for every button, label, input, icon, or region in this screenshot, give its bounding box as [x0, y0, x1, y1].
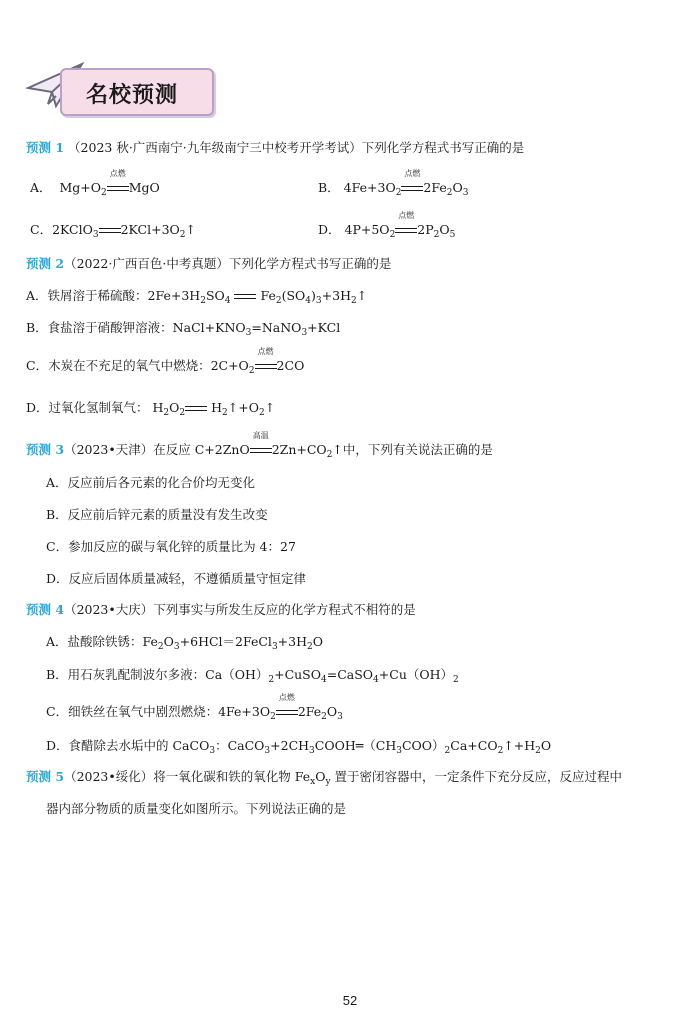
- page-number: 52: [342, 993, 358, 1008]
- question-4-option-a: A．盐酸除铁锈：$Fe_2O_3+6HCl=2FeCl_3+3H_2O$: [46, 634, 323, 652]
- question-4-option-c: C．细铁丝在氧气中剧烈燃烧：$4Fe+3O_2$ 点燃 $2Fe_2O_3$: [46, 693, 343, 722]
- question-2-option-d: D．过氧化氢制氧气： $H_2O_2$ $H_2↑+O_2↑$: [26, 400, 276, 418]
- question-3-option-b: B．反应前后锌元素的质量没有发生改变: [46, 507, 268, 522]
- question-1-option-d: D． $4P+5O_2$ 点燃 $2P_2O_5$: [318, 211, 456, 240]
- question-2-option-c: C．木炭在不充足的氧气中燃烧：$2C+O_2$ 点燃 2CO: [26, 347, 305, 376]
- question-3-stem: 预测 3（2023•天津）在反应 C+2ZnO 高温 $2Zn+CO_2↑$中，下列有关说法正确的是: [26, 431, 493, 460]
- question-5-stem: 预测 5（2023•绥化）将一氧化碳和铁的氧化物 $Fe_xO_y$ 置于密闭容器中，一定条件下充分反应，反应过程中: [26, 769, 623, 787]
- question-3-option-d: D．反应后固体质量减轻，不遵循质量守恒定律: [46, 571, 307, 586]
- question-2-stem: 预测 2（2022·广西百色·中考真题）下列化学方程式书写正确的是: [26, 256, 392, 271]
- question-5-stem-line-2: 器内部分物质的质量变化如图所示。下列说法正确的是: [46, 801, 347, 816]
- question-4-option-d: D．食醋除去水垢中的 CaCO$_3$：$CaCO_3+2CH_3COOH═(CH_3COO)_2Ca+CO_2↑+H_2O$: [46, 738, 552, 756]
- question-1-option-a: A． $Mg+O_2$ 点燃 MgO: [30, 169, 160, 198]
- question-3-option-c: C．参加反应的碳与氧化锌的质量比为 4：27: [46, 539, 296, 554]
- question-3-option-a: A．反应前后各元素的化合价均无变化: [46, 475, 256, 490]
- question-1-stem: 预测 1 （2023 秋·广西南宁·九年级南宁三中校考开学考试）下列化学方程式书写正确的是: [26, 140, 525, 155]
- question-2-option-a: A．铁屑溶于稀硫酸：$2Fe+3H_2SO_4$ $Fe_2(SO_4)_3+3H_2↑$: [26, 288, 368, 306]
- question-1-option-b: B． $4Fe+3O_2$ 点燃 $2Fe_2O_3$: [318, 169, 469, 198]
- question-4-option-b: B．用石灰乳配制波尔多液：$Ca(OH)_2+CuSO_4=CaSO_4+Cu(OH)_2$: [46, 667, 459, 685]
- question-1-option-c: C．2KClO$_3$ $2KCl+3O_2↑$: [30, 222, 196, 240]
- banner-title: 名校预测: [86, 83, 179, 108]
- question-4-stem: 预测 4（2023•大庆）下列事实与所发生反应的化学方程式不相符的是: [26, 602, 416, 617]
- question-2-option-b: B．食盐溶于硝酸钾溶液：$NaCl+KNO_3=NaNO_3+KCl$: [26, 320, 341, 338]
